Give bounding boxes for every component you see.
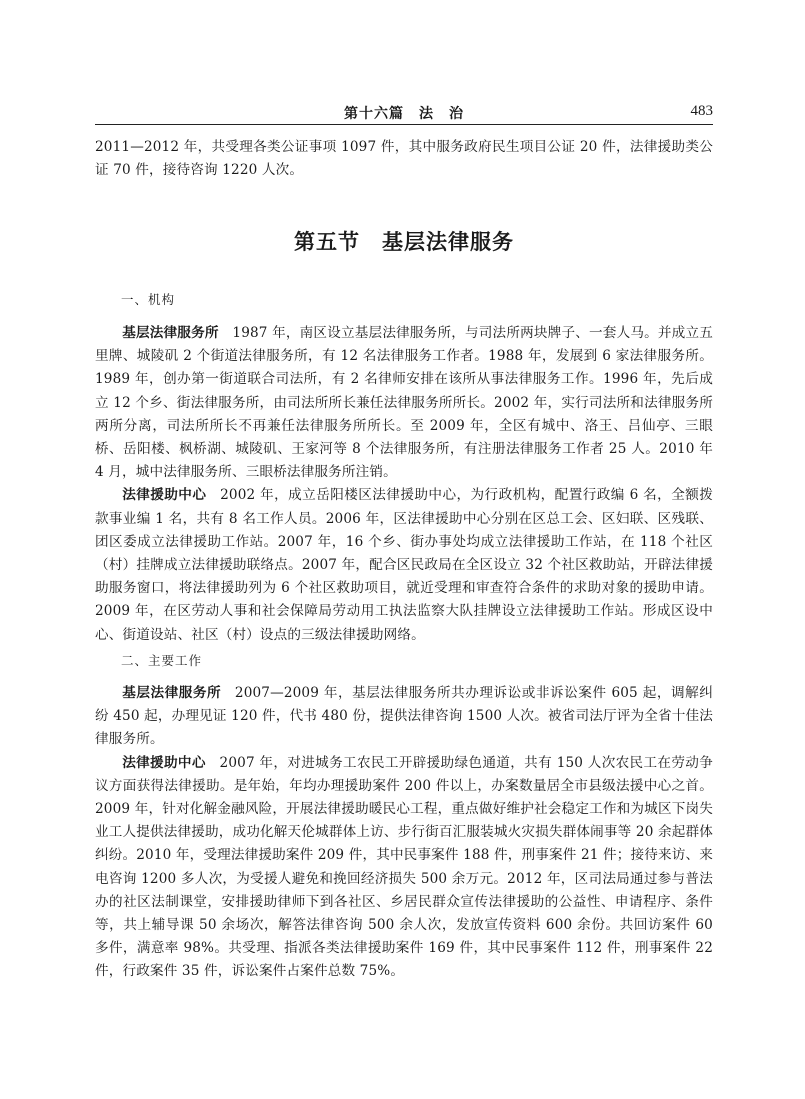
paragraph-lead: 法律援助中心 (122, 754, 206, 771)
intro-paragraph-block (95, 136, 713, 182)
paragraph-lead: 基层法律服务所 (122, 685, 222, 701)
section-title (95, 226, 713, 256)
running-header (95, 102, 713, 125)
paragraph-lead: 法律援助中心 (122, 487, 207, 504)
subsection-2-body (95, 682, 713, 984)
paragraph-lead: 基层法律服务所 (122, 325, 219, 341)
subsection-heading: 一、机构 (121, 292, 176, 307)
paragraph-text: 2002 年，成立岳阳楼区法律援助中心，为行政机构，配置行政编 6 名，全额拨款事业编 1 名，共有 8 名工作人员。2006 年，区法律援助中心分别在区总工会、区妇联、区残联、团区委成立法律援助工作站。2007 年，16 个乡、街办事处均成立法律援助工作站，在 118 个社区（村）挂牌成立法律援助联络点。2007 年，配合区民政局在全区设立 32 个社区救助站，开辟法律援助服务窗口，将法律援助列为 6 个社区救助项目，就近受理和审查符合条件的求助对象的援助申请。2009 年，在区劳动人事和社会保障局劳动用工执法监察大队挂牌设立法律援助工作站。形成区设中心、街道设站、社区（村）设点的三级法律援助网络。 (95, 487, 713, 643)
paragraph-text: 2007—2009 年，基层法律服务所共办理诉讼或非诉讼案件 605 起，调解纠纷 450 起，办理见证 120 件，代书 480 份，提供法律咨询 1500 人次。被省司法厅评为全省十佳法律服务所。 (95, 685, 713, 748)
paragraph (95, 484, 713, 646)
paragraph (95, 682, 713, 752)
subsection-heading: 二、主要工作 (121, 653, 203, 668)
paragraph (95, 752, 713, 984)
section-name: 基层法律服务 (382, 230, 514, 254)
paragraph-text: 1987 年，南区设立基层法律服务所，与司法所两块牌子、一套人马。并成立五里牌、城陵矶 2 个街道法律服务所，有 12 名法律服务工作者。1988 年，发展到 6 家法律服务所。1989 年，创办第一街道联合司法所，有 2 名律师安排在该所从事法律服务工作。1996 年，先后成立 12 个乡、街法律服务所，由司法所所长兼任法律服务所所长。2002 年，实行司法所和法律服务所两所分离，司法所所长不再兼任法律服务所所长。至 2009 年，全区有城中、洛王、吕仙亭、三眼桥、岳阳楼、枫桥湖、城陵矶、王家河等 8 个法律服务所，有注册法律服务工作者 25 人。2010 年 4 月，城中法律服务所、三眼桥法律服务所注销。 (95, 325, 713, 481)
chapter-title: 第十六篇 法 治 (344, 106, 464, 122)
subsection-1-body (95, 322, 713, 647)
paragraph-text: 2007 年，对进城务工农民工开辟援助绿色通道，共有 150 人次农民工在劳动争议方面获得法律援助。是年始，年均办理援助案件 200 件以上，办案数量居全市县级法援中心之首。2009 年，针对化解金融风险，开展法律援助暖民心工程，重点做好维护社会稳定工作和为城区下岗失业工人提供法律援助，成功化解天伦城群体上访、步行街百汇服装城火灾损失群体闹事等 20 余起群体纠纷。2010 年，受理法律援助案件 209 件，其中民事案件 188 件，刑事案件 21 件；接待来访、来电咨询 1200 多人次，为受援人避免和挽回经济损失 500 余万元。2012 年，区司法局通过参与普法办的社区法制课堂，安排援助律师下到各社区、乡居民群众宣传法律援助的公益性、申请程序、条件等，共上辅导课 50 余场次，解答法律咨询 500 余人次，发放宣传资料 600 余份。共回访案件 60 多件，满意率 98%。共受理、指派各类法律援助案件 169 件，其中民事案件 112 件，刑事案件 22 件，行政案件 35 件，诉讼案件占案件总数 75%。 (95, 754, 713, 980)
intro-paragraph: 2011—2012 年，共受理各类公证事项 1097 件，其中服务政府民生项目公证 20 件，法律援助类公证 70 件，接待咨询 1220 人次。 (95, 139, 713, 179)
page-number: 483 (690, 103, 713, 119)
section-number: 第五节 (294, 230, 360, 254)
paragraph (95, 322, 713, 484)
